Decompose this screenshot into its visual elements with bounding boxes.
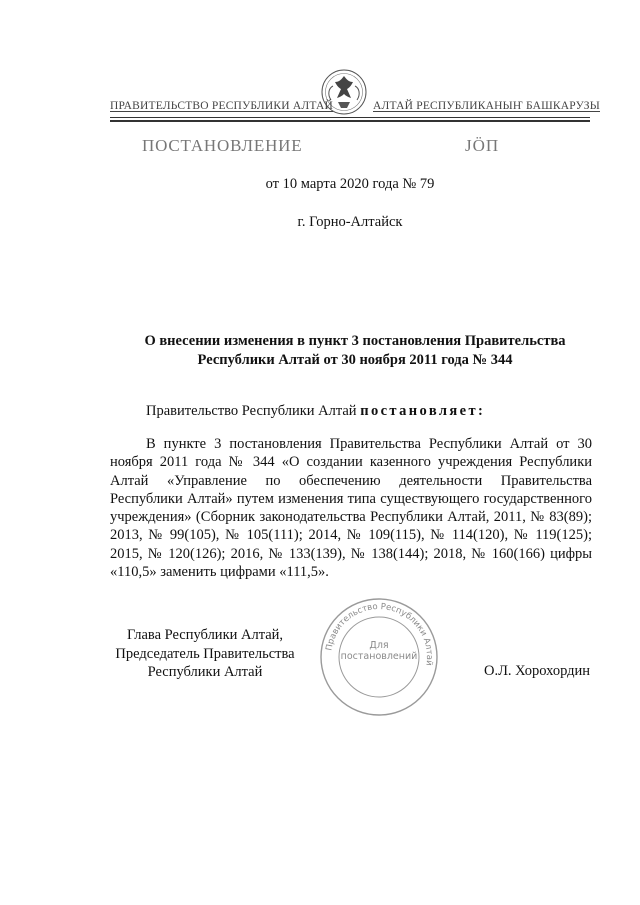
- decree-intro-verb: постановляет:: [360, 403, 486, 419]
- signature-position: [110, 626, 300, 682]
- doc-type-label: ПОСТАНОВЛЕНИЕ: [142, 136, 303, 155]
- header-right-title: АЛТАЙ РЕСПУБЛИКАНЫҤ БАШКАРУЗЫ: [373, 100, 600, 112]
- document-city: г. Горно-Алтайск: [297, 214, 403, 230]
- signature-line-1: Глава Республики Алтай,: [126, 627, 284, 643]
- republic-emblem-icon: [319, 64, 369, 124]
- header-rule-thick: [110, 120, 590, 122]
- decree-intro: [146, 403, 485, 420]
- header-rule: [110, 117, 590, 118]
- seal-center-text: [318, 640, 440, 662]
- document-body-paragraph: В пункте 3 постановления Правительства Республики Алтай от 30 ноября 2011 года № 344 «О создании казенного учреждения Республики Алтай «Управление по обеспечению деятельности Правительства Республики Алтай» путем изменения типа существующего государственного учреждения» (Сборник законодательства Республики Алтай, 2011, № 83(89); 2013, № 99(105), № 105(111); 2014, № 109(115), № 114(120), № 119(125); 2015, № 120(126); 2016, № 133(139), № 138(144); 2018, № 160(166) цифры «110,5» заменить цифрами «111,5».: [110, 436, 592, 581]
- decree-intro-text: Правительство Республики Алтай: [146, 403, 361, 419]
- seal-center-line-2: постановлений: [340, 651, 418, 662]
- signature-line-2: Председатель Правительства: [115, 645, 295, 662]
- signature-line-3: Республики Алтай: [147, 664, 263, 680]
- header-left-title: ПРАВИТЕЛЬСТВО РЕСПУБЛИКИ АЛТАЙ: [110, 100, 334, 112]
- seal-ring-text: Правительство Республики Алтай: [324, 601, 435, 667]
- document-title: О внесении изменения в пункт 3 постановления Правительства Республики Алтай от 30 ноября 2011 года № 344: [144, 333, 566, 368]
- seal-center-line-1: Для: [369, 640, 389, 651]
- doc-type-label-altai: ЈÖП: [465, 136, 500, 155]
- signer-name: О.Л. Хорохордин: [484, 663, 591, 679]
- document-date: от 10 марта 2020 года № 79: [265, 176, 435, 192]
